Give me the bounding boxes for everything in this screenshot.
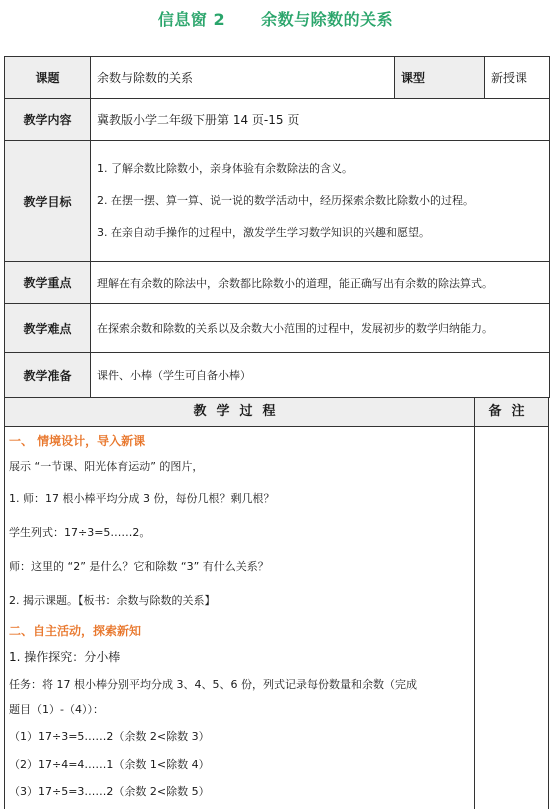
process-body [4, 426, 549, 809]
content-row [5, 99, 550, 141]
goal-item: 2. 在摆一摆、算一算、说一说的数学活动中，经历探索余数比除数小的过程。 [97, 194, 474, 207]
goals-row [5, 141, 550, 262]
process-header [4, 397, 549, 427]
goal-item: 3. 在亲自动手操作的过程中，激发学生学习数学知识的兴趣和愿望。 [97, 226, 430, 239]
prep-label: 教学准备 [5, 353, 91, 398]
process-line: 题目（1）-（4））： [9, 703, 104, 716]
section-heading: 一、 情境设计，导入新课 [9, 434, 146, 448]
section-heading: 二、自主活动，探索新知 [9, 624, 142, 638]
process-line: 学生列式：17÷3=5……2。 [9, 526, 151, 539]
type-value: 新授课 [485, 57, 550, 99]
key-value: 理解在有余数的除法中，余数都比除数小的道理，能正确写出有余数的除法算式。 [91, 262, 550, 304]
process-line: （1）17÷3=5……2（余数 2<除数 3） [9, 730, 210, 743]
process-line: 1. 师：17 根小棒平均分成 3 份，每份几根？剩几根？ [9, 492, 275, 505]
process-line: 师：这里的 “2” 是什么？它和除数 “3” 有什么关系？ [9, 560, 269, 573]
content-label: 教学内容 [5, 99, 91, 141]
process-header-title: 教学过程 [5, 398, 475, 426]
type-label: 课型 [395, 57, 485, 99]
key-label: 教学重点 [5, 262, 91, 304]
process-line: （2）17÷4=4……1（余数 1<除数 4） [9, 758, 210, 771]
difficulty-value: 在探索余数和除数的关系以及余数大小范围的过程中，发展初步的数学归纳能力。 [91, 304, 550, 353]
goal-item: 1. 了解余数比除数小，亲身体验有余数除法的含义。 [97, 162, 353, 175]
prep-row [5, 353, 550, 398]
key-row [5, 262, 550, 304]
difficulty-label: 教学难点 [5, 304, 91, 353]
lesson-title: 余数与除数的关系 [261, 10, 394, 29]
topic-value: 余数与除数的关系 [91, 57, 395, 99]
prep-value: 课件、小棒（学生可自备小棒） [91, 353, 550, 398]
goals-cell [91, 141, 550, 262]
topic-row [5, 57, 550, 99]
lesson-info-table [4, 56, 550, 398]
process-subheading: 1. 操作探究：分小棒 [9, 650, 121, 664]
notes-column-divider [474, 426, 475, 809]
content-value: 冀教版小学二年级下册第 14 页-15 页 [91, 99, 550, 141]
notes-header-title: 备注 [488, 404, 535, 419]
difficulty-row [5, 304, 550, 353]
info-window-label: 信息窗 2 [157, 10, 226, 29]
goals-label: 教学目标 [5, 141, 91, 262]
topic-label: 课题 [5, 57, 91, 99]
page-title [0, 7, 551, 30]
process-line: 展示 “一节课、阳光体育运动” 的图片， [9, 460, 204, 473]
process-line: （3）17÷5=3……2（余数 2<除数 5） [9, 785, 210, 798]
process-line: 2. 揭示课题。【板书：余数与除数的关系】 [9, 594, 216, 607]
process-line: 任务：将 17 根小棒分别平均分成 3、4、5、6 份，列式记录每份数量和余数（完成 [9, 678, 417, 691]
